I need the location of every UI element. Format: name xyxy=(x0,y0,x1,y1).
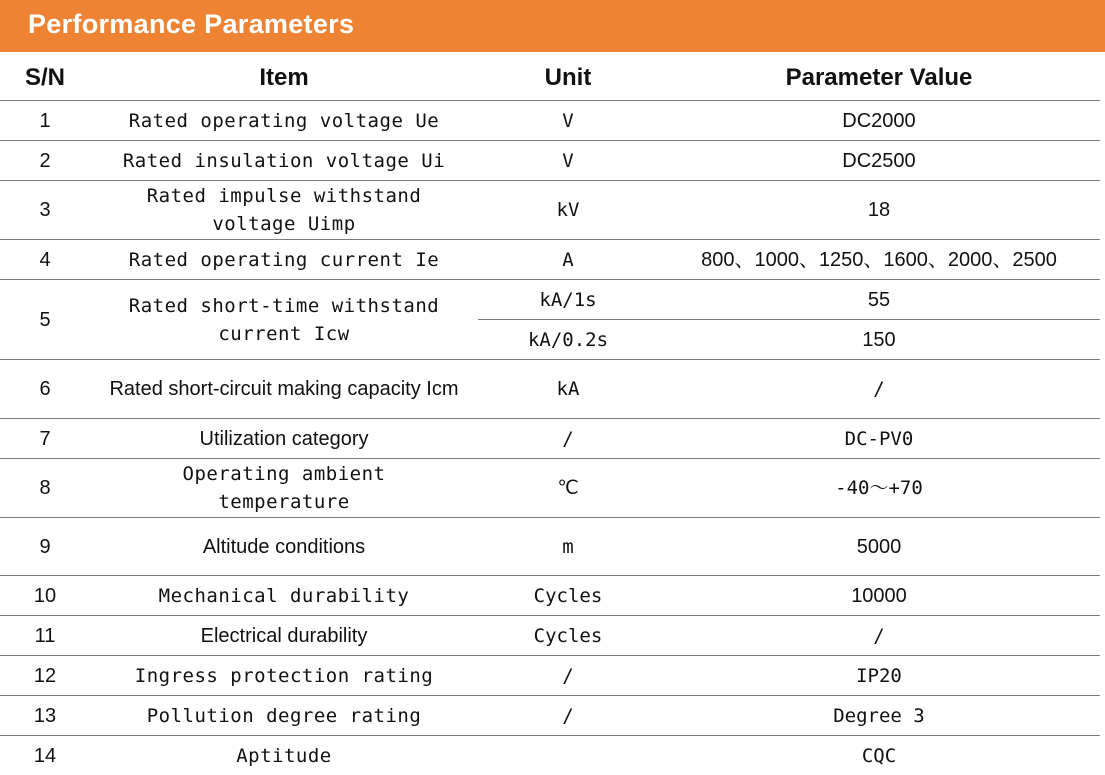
row-sn: 13 xyxy=(0,696,90,736)
table-row xyxy=(0,419,1100,459)
row-unit: Cycles xyxy=(478,576,658,616)
row-sn: 9 xyxy=(0,518,90,576)
title-bar xyxy=(0,0,1105,52)
row-item-line: current Icw xyxy=(94,320,474,348)
header-unit: Unit xyxy=(478,56,658,101)
table-header-row xyxy=(0,56,1100,101)
row-sn: 10 xyxy=(0,576,90,616)
row-item-line: temperature xyxy=(94,488,474,516)
row-sn: 6 xyxy=(0,360,90,419)
table-row xyxy=(0,656,1100,696)
table-row xyxy=(0,736,1100,775)
row-value: 800、1000、1250、1600、2000、2500 xyxy=(658,240,1100,280)
row-unit: ℃ xyxy=(478,459,658,518)
page-title: Performance Parameters xyxy=(28,9,354,40)
row-unit: V xyxy=(478,101,658,141)
row-unit: kA/1s xyxy=(478,280,658,320)
row-item: Utilization category xyxy=(90,419,478,459)
row-unit: kA/0.2s xyxy=(478,320,658,360)
row-sn: 12 xyxy=(0,656,90,696)
row-sn: 14 xyxy=(0,736,90,775)
row-sn: 4 xyxy=(0,240,90,280)
row-value: -40～+70 xyxy=(658,459,1100,518)
row-item-line: voltage Uimp xyxy=(94,210,474,238)
header-item: Item xyxy=(90,56,478,101)
row-sn: 3 xyxy=(0,181,90,240)
row-sn: 1 xyxy=(0,101,90,141)
table-row xyxy=(0,360,1100,419)
row-unit: / xyxy=(478,419,658,459)
row-item: Ingress protection rating xyxy=(90,656,478,696)
row-unit: Cycles xyxy=(478,616,658,656)
row-item: Mechanical durability xyxy=(90,576,478,616)
row-value: 5000 xyxy=(658,518,1100,576)
row-value: IP20 xyxy=(658,656,1100,696)
row-value: 18 xyxy=(658,181,1100,240)
row-sn: 8 xyxy=(0,459,90,518)
row-item-line: Rated impulse withstand xyxy=(94,182,474,210)
table-row xyxy=(0,240,1100,280)
row-unit: kV xyxy=(478,181,658,240)
row-item: Electrical durability xyxy=(90,616,478,656)
row-item: Pollution degree rating xyxy=(90,696,478,736)
row-value: / xyxy=(658,616,1100,656)
row-item: Rated short-circuit making capacity Icm xyxy=(90,360,478,419)
row-unit: A xyxy=(478,240,658,280)
row-value: DC2500 xyxy=(658,141,1100,181)
table-row xyxy=(0,280,1100,320)
row-item xyxy=(90,181,478,240)
row-value: 150 xyxy=(658,320,1100,360)
table-row xyxy=(0,616,1100,656)
row-value: 10000 xyxy=(658,576,1100,616)
row-sn: 11 xyxy=(0,616,90,656)
table-row xyxy=(0,576,1100,616)
row-unit: / xyxy=(478,656,658,696)
row-sn: 2 xyxy=(0,141,90,181)
row-sn: 7 xyxy=(0,419,90,459)
row-sn: 5 xyxy=(0,280,90,360)
parameters-table xyxy=(0,56,1100,775)
row-unit xyxy=(478,736,658,775)
row-item xyxy=(90,459,478,518)
row-value: 55 xyxy=(658,280,1100,320)
row-unit: m xyxy=(478,518,658,576)
table-row xyxy=(0,181,1100,240)
row-value: Degree 3 xyxy=(658,696,1100,736)
row-item: Altitude conditions xyxy=(90,518,478,576)
row-value: / xyxy=(658,360,1100,419)
row-item xyxy=(90,280,478,360)
table-row xyxy=(0,101,1100,141)
header-value: Parameter Value xyxy=(658,56,1100,101)
table-row xyxy=(0,459,1100,518)
table-row xyxy=(0,141,1100,181)
row-unit: kA xyxy=(478,360,658,419)
header-sn: S/N xyxy=(0,56,90,101)
row-unit: V xyxy=(478,141,658,181)
row-item-line: Operating ambient xyxy=(94,460,474,488)
row-value: DC2000 xyxy=(658,101,1100,141)
table-row xyxy=(0,696,1100,736)
row-item: Aptitude xyxy=(90,736,478,775)
row-unit: / xyxy=(478,696,658,736)
row-item: Rated insulation voltage Ui xyxy=(90,141,478,181)
row-item: Rated operating current Ie xyxy=(90,240,478,280)
table-row xyxy=(0,518,1100,576)
row-item: Rated operating voltage Ue xyxy=(90,101,478,141)
row-item-line: Rated short-time withstand xyxy=(94,292,474,320)
row-value: CQC xyxy=(658,736,1100,775)
row-value: DC-PV0 xyxy=(658,419,1100,459)
